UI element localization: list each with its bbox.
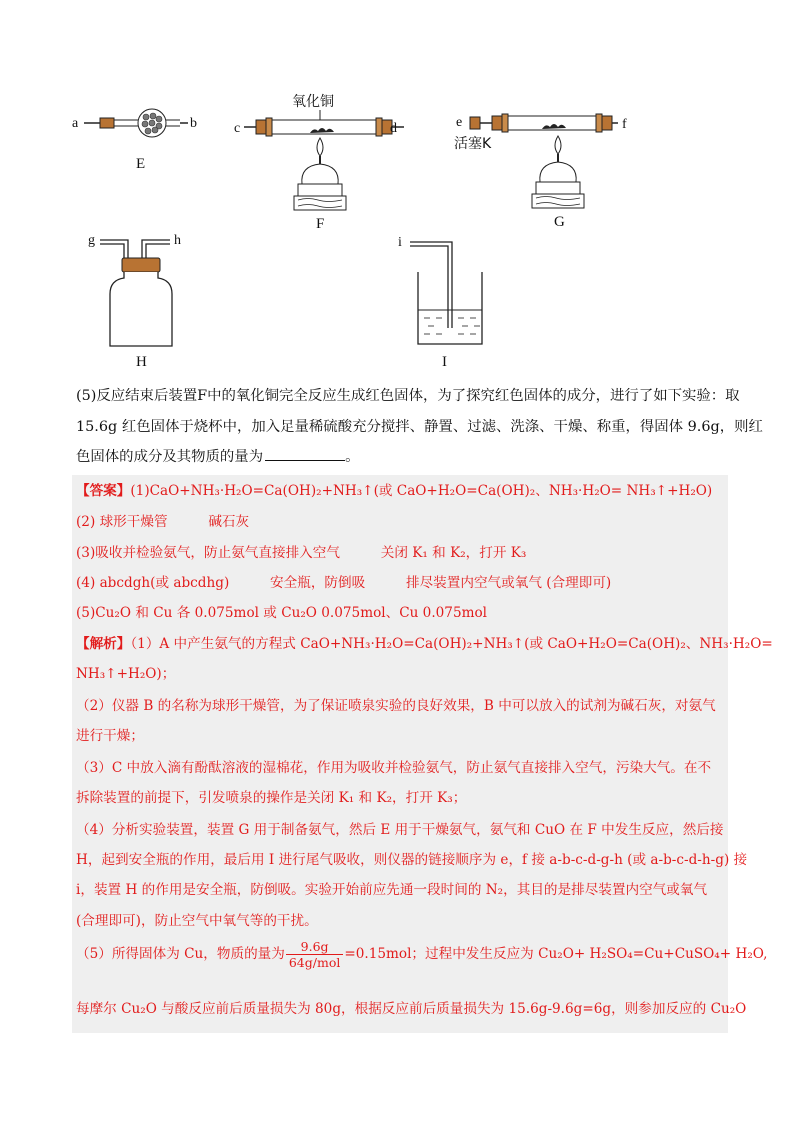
analysis-line-5: （3）C 中放入滴有酚酞溶液的湿棉花，作用为吸收并检验氨气，防止氨气直接排入空气，污染大气。在不 — [76, 760, 712, 776]
apparatus-h — [86, 228, 196, 373]
answer-analysis-block — [72, 475, 773, 1033]
question-5-line-3: 色固体的成分及其物质的量为 。 — [76, 442, 728, 473]
figure-h-caption: H — [136, 354, 147, 370]
analysis-line-9: i，装置 H 的作用是安全瓶，防倒吸。实验开始前应先通一段时间的 N₂，其目的是排尽装置内空气或氧气 — [76, 882, 708, 898]
mass-fraction: $\frac{9.6g}{\text{64g/mol}}$ — [286, 939, 344, 970]
analysis-line-2: NH₃↑+H₂O)； — [76, 666, 176, 682]
port-h-label: h — [174, 233, 181, 248]
question-5-line-1: (5)反应结束后装置F中的氧化铜完全反应生成红色固体，为了探究红色固体的成分，进行了如下实验：取 — [76, 388, 740, 404]
port-c-label: c — [234, 121, 241, 136]
question-5 — [76, 381, 763, 473]
answer-tag: 【答案】 — [76, 483, 131, 499]
answer-line-4: (4) abcdgh(或 abcdhg) 安全瓶，防倒吸 排尽装置内空气或氧气 (合理即可) — [76, 575, 612, 591]
answer-line-3: (3)吸收并检验氨气，防止氨气直接排入空气 关闭 K₁ 和 K₂，打开 K₃ — [76, 545, 527, 561]
analysis-line-11: （5）所得固体为 Cu，物质的量为 $\frac{9.6g}{\text{64g/mol}}$ =0.15mol；过程中发生反应为 Cu₂O+ H₂SO₄=Cu+CuSO₄+ H₂O, — [76, 939, 768, 970]
figure-e-caption: E — [136, 156, 146, 172]
figure-g-caption: G — [554, 214, 565, 230]
port-b-label: b — [190, 116, 197, 131]
analysis-line-4: 进行干燥； — [76, 728, 144, 744]
port-i-label: i — [398, 235, 402, 250]
analysis-tag: 【解析】 — [76, 636, 131, 652]
port-d-label: d — [390, 121, 397, 136]
analysis-line-12: 每摩尔 Cu₂O 与酸反应前后质量损失为 80g，根据反应前后质量损失为 15.6g-9.6g=6g，则参加反应的 Cu₂O — [76, 1001, 747, 1017]
port-a-label: a — [72, 116, 79, 131]
analysis-line-6: 拆除装置的前提下，引发喷泉的操作是关闭 K₁ 和 K₂，打开 K₃； — [76, 790, 467, 806]
question-5-line-2: 15.6g 红色固体于烧杯中，加入足量稀硫酸充分搅拌、静置、过滤、洗涤、干燥、称重，得固体 9.6g，则红 — [76, 418, 763, 435]
apparatus-g — [452, 108, 642, 233]
answer-line-2: (2) 球形干燥管 碱石灰 — [76, 514, 250, 530]
analysis-line-1: 【解析】（1）A 中产生氨气的方程式 CaO+NH₃·H₂O=Ca(OH)₂+NH₃↑(或 CaO+H₂O=Ca(OH)₂、NH₃·H₂O= — [76, 636, 773, 652]
answer-line-5: (5)Cu₂O 和 Cu 各 0.075mol 或 Cu₂O 0.075mol、Cu 0.075mol — [76, 605, 488, 621]
port-e-label: e — [456, 115, 463, 130]
apparatus-i — [396, 232, 496, 372]
analysis-line-10: (合理即可)，防止空气中氧气等的干扰。 — [76, 913, 318, 929]
port-f-label: f — [622, 117, 627, 132]
valve-k-label: 活塞K — [454, 136, 492, 152]
answer-blank — [265, 446, 345, 461]
analysis-line-3: （2）仪器 B 的名称为球形干燥管，为了保证喷泉实验的良好效果，B 中可以放入的试剂为碱石灰，对氨气 — [76, 698, 716, 714]
figure-i-caption: I — [442, 354, 447, 370]
apparatus-e — [70, 105, 210, 175]
answer-line-1: 【答案】(1)CaO+NH₃·H₂O=Ca(OH)₂+NH₃↑(或 CaO+H₂O=Ca(OH)₂、NH₃·H₂O= NH₃↑+H₂O) — [76, 483, 713, 499]
figure-f-caption: F — [316, 216, 325, 232]
analysis-line-7: （4）分析实验装置，装置 G 用于制备氨气，然后 E 用于干燥氨气，氨气和 CuO 在 F 中发生反应，然后接 — [76, 822, 724, 838]
copper-oxide-label: 氧化铜 — [292, 94, 334, 110]
analysis-line-8: H，起到安全瓶的作用，最后用 I 进行尾气吸收，则仪器的链接顺序为 e，f 接 a-b-c-d-g-h (或 a-b-c-d-h-g) 接 — [76, 852, 748, 868]
port-g-label: g — [88, 233, 95, 248]
apparatus-f — [232, 90, 412, 235]
